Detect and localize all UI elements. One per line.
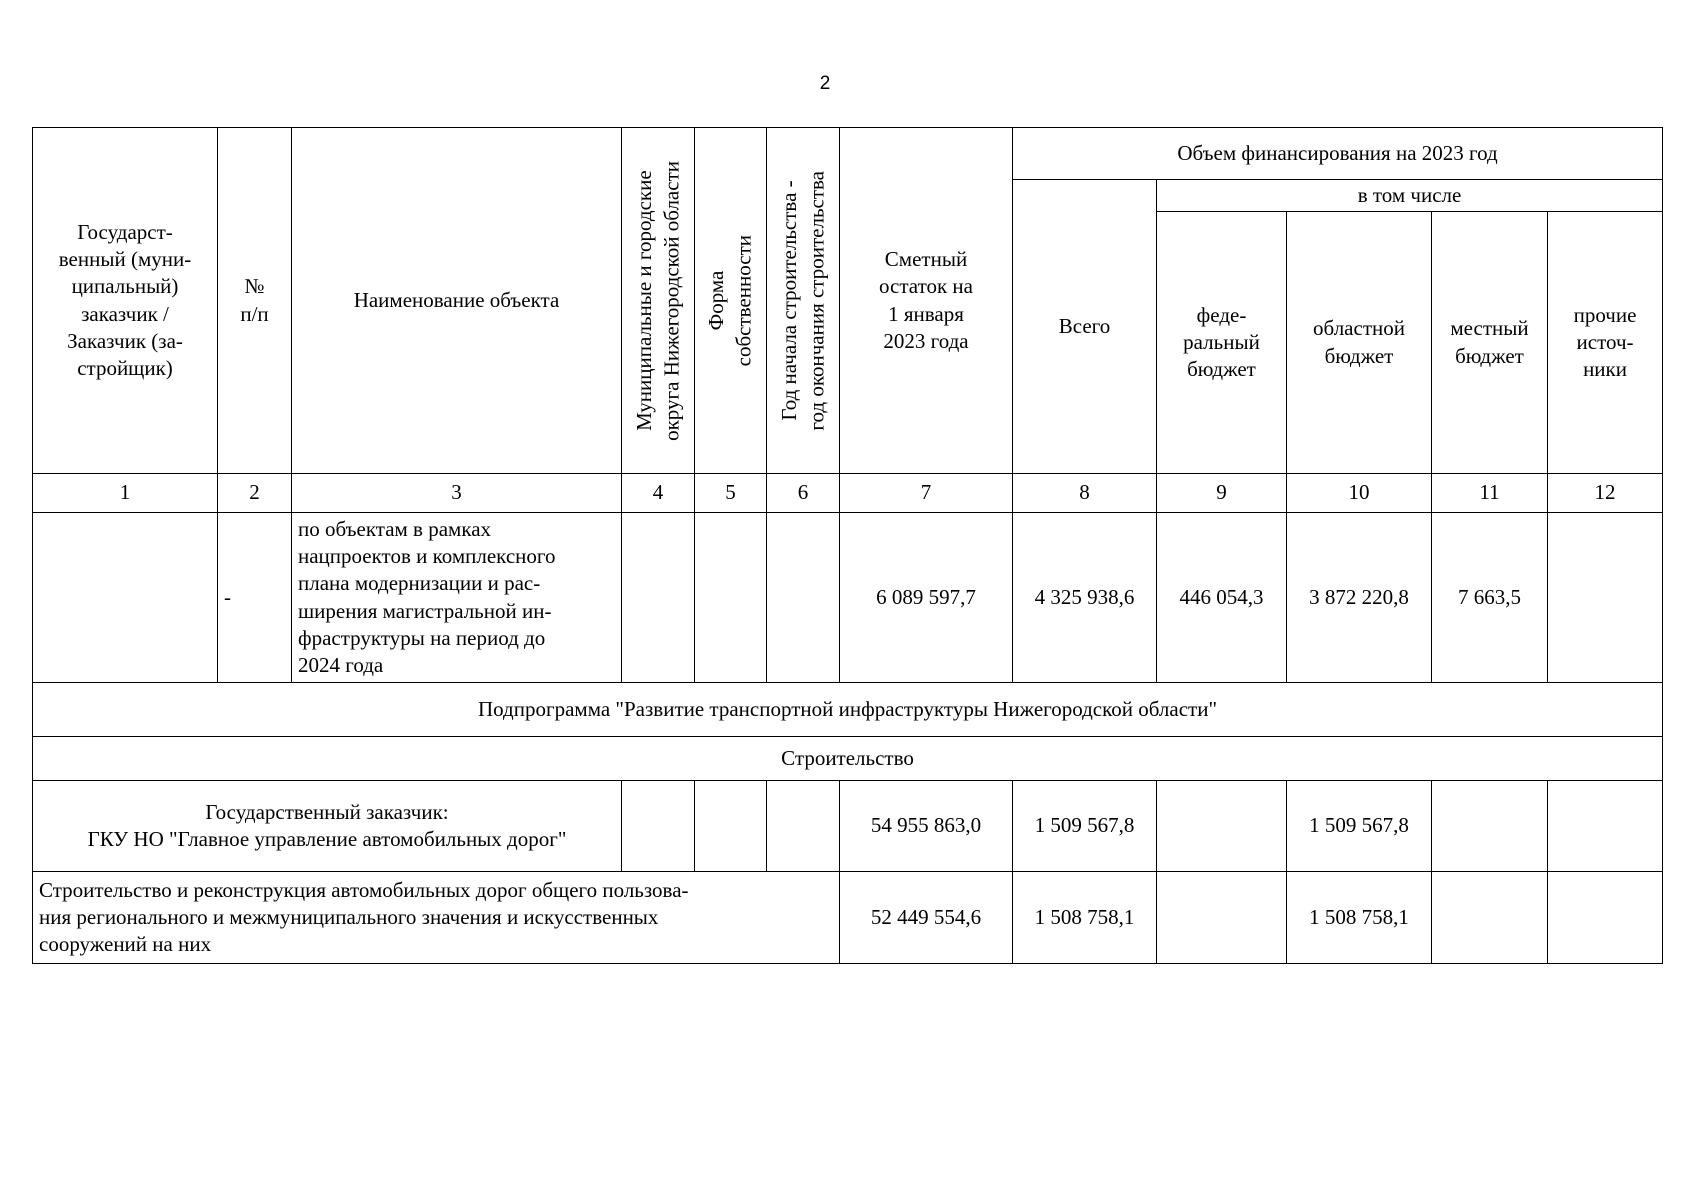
row-estimate: 54 955 863,0 — [840, 781, 1013, 872]
header-including: в том числе — [1157, 180, 1663, 212]
column-number: 3 — [292, 474, 622, 513]
header-regional: областной бюджет — [1287, 212, 1432, 474]
column-number: 12 — [1548, 474, 1663, 513]
header-customer: Государст- венный (муни- ципальный) заказчик / Заказчик (за- стройщик) — [33, 128, 218, 474]
row-object-name: Строительство и реконструкция автомобильных дорог общего пользова- ния регионального и межмуниципального значения и искусственных сооружений на них — [33, 872, 840, 964]
row-estimate: 52 449 554,6 — [840, 872, 1013, 964]
funding-table — [32, 127, 1663, 964]
column-number: 1 — [33, 474, 218, 513]
column-number: 4 — [622, 474, 695, 513]
column-number: 6 — [767, 474, 840, 513]
row-regional: 1 508 758,1 — [1287, 872, 1432, 964]
row-local: 7 663,5 — [1432, 513, 1548, 683]
table-row-subprogram — [33, 683, 1663, 737]
row-npp: - — [218, 513, 292, 683]
header-total: Всего — [1013, 180, 1157, 474]
header-years: Год начала строительства - год окончания строительства — [767, 128, 840, 474]
column-number: 8 — [1013, 474, 1157, 513]
column-number: 7 — [840, 474, 1013, 513]
column-number: 10 — [1287, 474, 1432, 513]
header-federal: феде- ральный бюджет — [1157, 212, 1287, 474]
column-number-row — [33, 474, 1663, 513]
header-object-name: Наименование объекта — [292, 128, 622, 474]
header-ownership: Форма собственности — [695, 128, 767, 474]
header-estimate: Сметный остаток на 1 января 2023 года — [840, 128, 1013, 474]
column-number: 11 — [1432, 474, 1548, 513]
section-title: Строительство — [33, 737, 1663, 781]
row-estimate: 6 089 597,7 — [840, 513, 1013, 683]
row-regional: 1 509 567,8 — [1287, 781, 1432, 872]
row-total: 1 508 758,1 — [1013, 872, 1157, 964]
header-npp: № п/п — [218, 128, 292, 474]
table-row-roads — [33, 872, 1663, 964]
table-row-natprojects — [33, 513, 1663, 683]
column-number: 2 — [218, 474, 292, 513]
header-municipal: Муниципальные и городские округа Нижегородской области — [622, 128, 695, 474]
row-total: 4 325 938,6 — [1013, 513, 1157, 683]
header-funding: Объем финансирования на 2023 год — [1013, 128, 1663, 180]
page-number: 2 — [819, 73, 831, 94]
header-other: прочие источ- ники — [1548, 212, 1663, 474]
row-regional: 3 872 220,8 — [1287, 513, 1432, 683]
row-total: 1 509 567,8 — [1013, 781, 1157, 872]
table-row-construction — [33, 737, 1663, 781]
table-row-gku — [33, 781, 1663, 872]
header-local: местный бюджет — [1432, 212, 1548, 474]
column-number: 5 — [695, 474, 767, 513]
row-object-name: по объектам в рамках нацпроектов и комплексного плана модернизации и рас- ширения магистральной ин- фраструктуры на период до 2024 года — [292, 513, 622, 683]
subprogram-title: Подпрограмма "Развитие транспортной инфраструктуры Нижегородской области" — [33, 683, 1663, 737]
row-federal: 446 054,3 — [1157, 513, 1287, 683]
row-customer: Государственный заказчик: ГКУ НО "Главное управление автомобильных дорог" — [33, 781, 622, 872]
column-number: 9 — [1157, 474, 1287, 513]
